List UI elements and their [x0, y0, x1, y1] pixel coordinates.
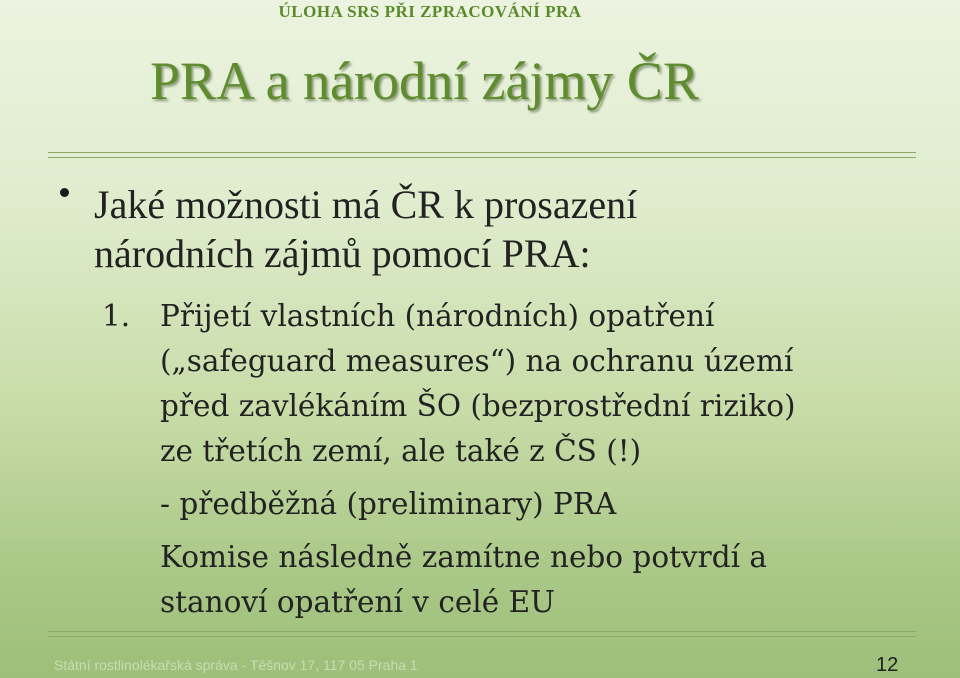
item-line: Přijetí vlastních (národních) opatření [160, 299, 715, 333]
title-divider [48, 152, 916, 158]
question-line-2: národních zájmů pomocí PRA: [94, 231, 591, 276]
question-line-1: Jaké možnosti má ČR k prosazení [94, 182, 638, 227]
bullet-question [60, 180, 920, 278]
page-number: 12 [876, 654, 899, 676]
item-line: („safeguard measures“) na ochranu území [160, 344, 794, 378]
slide-header: ÚLOHA SRS PŘI ZPRACOVÁNÍ PRA [278, 2, 582, 21]
slide-title: PRA a národní zájmy ČR [150, 51, 699, 111]
item-line: Komise následně zamítne nebo potvrdí a [160, 540, 767, 574]
item-number: 1. [102, 299, 131, 333]
bullet-icon [60, 188, 69, 197]
item-line: před zavlékáním ŠO (bezprostřední riziko) [160, 389, 796, 423]
item-line: - předběžná (preliminary) PRA [160, 487, 617, 521]
question-text [94, 180, 920, 278]
item-lines [160, 294, 922, 625]
numbered-item [102, 294, 922, 625]
item-line: stanoví opatření v celé EU [160, 585, 555, 619]
item-line: ze třetích zemí, ale také z ČS (!) [160, 434, 642, 468]
footer-divider [48, 631, 916, 637]
footer-text: Státní rostlinolékařská správa - Těšnov 17, 117 05 Praha 1 [54, 657, 418, 673]
